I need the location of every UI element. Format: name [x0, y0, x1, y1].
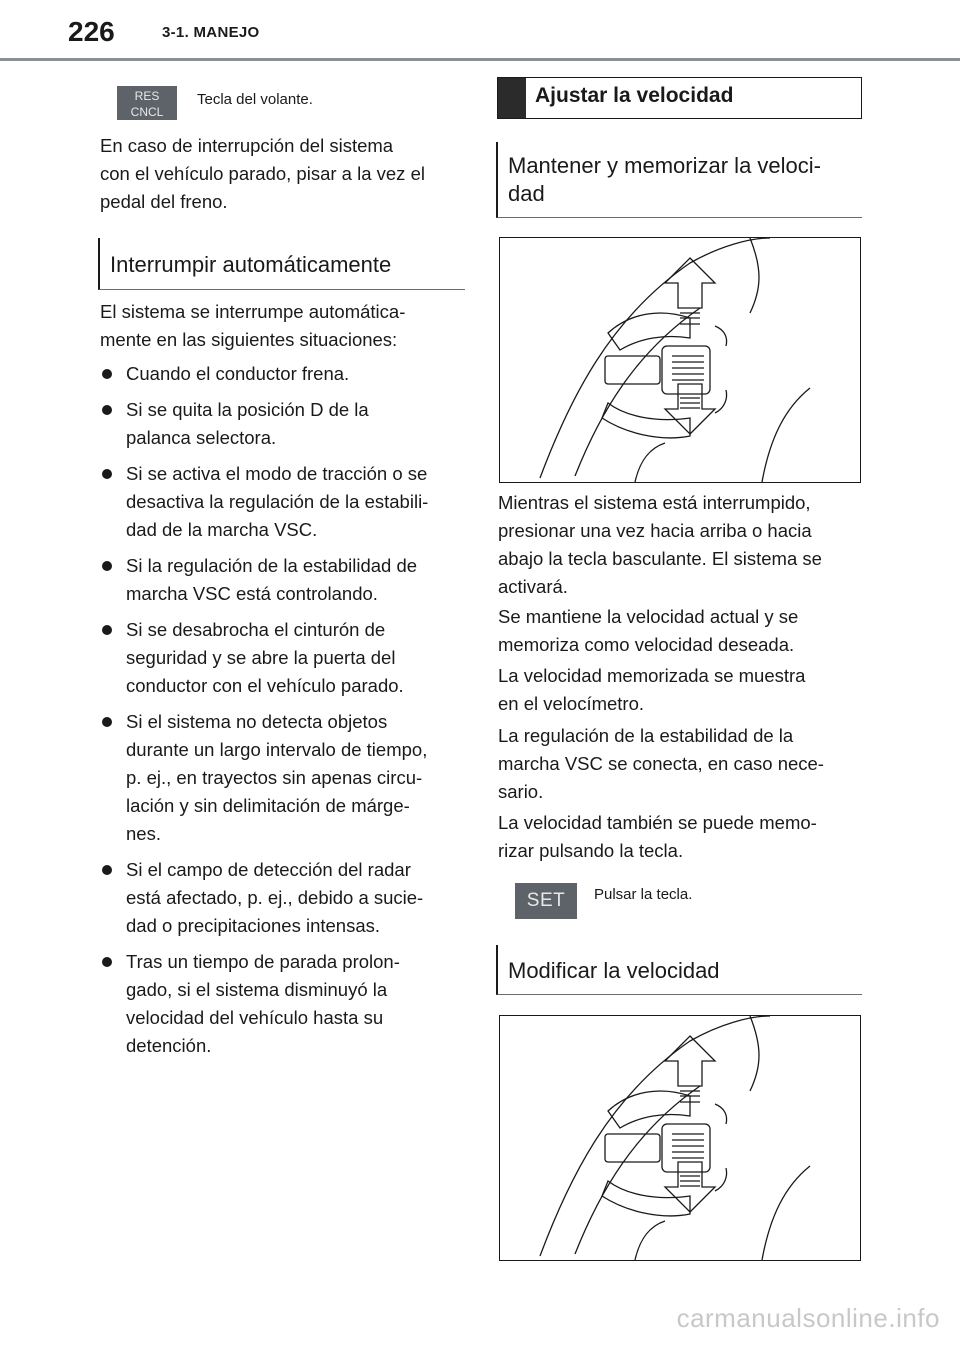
section-title: 3-1. MANEJO	[162, 24, 260, 41]
bullet-icon	[102, 957, 112, 967]
key-label-line: RES	[134, 89, 160, 103]
bullet-icon	[102, 865, 112, 875]
paragraph-set-key: La velocidad también se puede memo- rizar pulsando la tecla.	[498, 812, 817, 861]
list-item: Si se desabrocha el cinturón de seguridad y se abre la puerta del conductor con el vehículo parado.	[100, 616, 470, 700]
subheading-modify-speed: Modificar la velocidad	[496, 945, 862, 995]
paragraph-brake	[100, 132, 468, 216]
list-item: Si se quita la posición D de la palanca selectora.	[100, 396, 470, 452]
bullet-icon	[102, 561, 112, 571]
subheading-auto-interrupt: Interrumpir automáticamente	[98, 238, 465, 290]
bullet-icon	[102, 469, 112, 479]
text-line: El sistema se interrumpe automática-	[100, 301, 406, 322]
steering-wheel-rocker-figure-2	[499, 1015, 861, 1261]
set-key-note: Pulsar la tecla.	[594, 886, 693, 903]
box-heading-text: Ajustar la velocidad	[535, 84, 734, 107]
paragraph-memorize: Se mantiene la velocidad actual y se memoriza como velocidad deseada.	[498, 606, 799, 655]
heading-bar	[498, 78, 526, 118]
page-header	[0, 0, 960, 62]
steering-wheel-illustration	[500, 238, 860, 482]
bullet-icon	[102, 625, 112, 635]
list-item: Si el campo de detección del radar está afectado, p. ej., debido a sucie- dad o precipitaciones intensas.	[100, 856, 470, 940]
text-line: pedal del freno.	[100, 191, 228, 212]
key-label-line: CNCL	[130, 105, 164, 119]
watermark: carmanualsonline.info	[676, 1303, 940, 1333]
paragraph-auto-intro	[100, 298, 468, 354]
list-item: Cuando el conductor frena.	[100, 360, 470, 388]
list-item: Si se activa el modo de tracción o se desactiva la regulación de la estabili- dad de la marcha VSC.	[100, 460, 470, 544]
bullet-icon	[102, 369, 112, 379]
paragraph-vsc: La regulación de la estabilidad de la marcha VSC se conecta, en caso nece- sario.	[498, 725, 824, 802]
text-line: con el vehículo parado, pisar a la vez el	[100, 163, 425, 184]
key-note: Tecla del volante.	[197, 91, 313, 108]
bullet-icon	[102, 717, 112, 727]
set-key-icon: SET	[515, 883, 577, 919]
paragraph-activate: Mientras el sistema está interrumpido, presionar una vez hacia arriba o hacia abajo la tecla basculante. El sistema se activará.	[498, 492, 822, 597]
steering-wheel-rocker-figure	[499, 237, 861, 483]
page-number: 226	[68, 16, 115, 47]
text-line: mente en las siguientes situaciones:	[100, 329, 398, 350]
list-item: Tras un tiempo de parada prolon- gado, si el sistema disminuyó la velocidad del vehículo hasta su detención.	[100, 948, 470, 1060]
list-item: Si el sistema no detecta objetos durante un largo intervalo de tiempo, p. ej., en trayectos sin apenas circu- lación y sin delimitación de márge- nes.	[100, 708, 470, 848]
header-divider	[0, 58, 960, 61]
paragraph-speedometer: La velocidad memorizada se muestra en el velocímetro.	[498, 665, 806, 714]
text-line: En caso de interrupción del sistema	[100, 135, 394, 156]
steering-wheel-illustration	[500, 1016, 860, 1260]
bullet-icon	[102, 405, 112, 415]
res-cncl-key-icon	[117, 86, 177, 120]
list-item: Si la regulación de la estabilidad de marcha VSC está controlando.	[100, 552, 470, 608]
box-heading-adjust-speed	[497, 77, 862, 119]
subheading-keep-speed: Mantener y memorizar la veloci- dad	[496, 142, 862, 218]
interrupt-conditions-list	[100, 360, 470, 1068]
